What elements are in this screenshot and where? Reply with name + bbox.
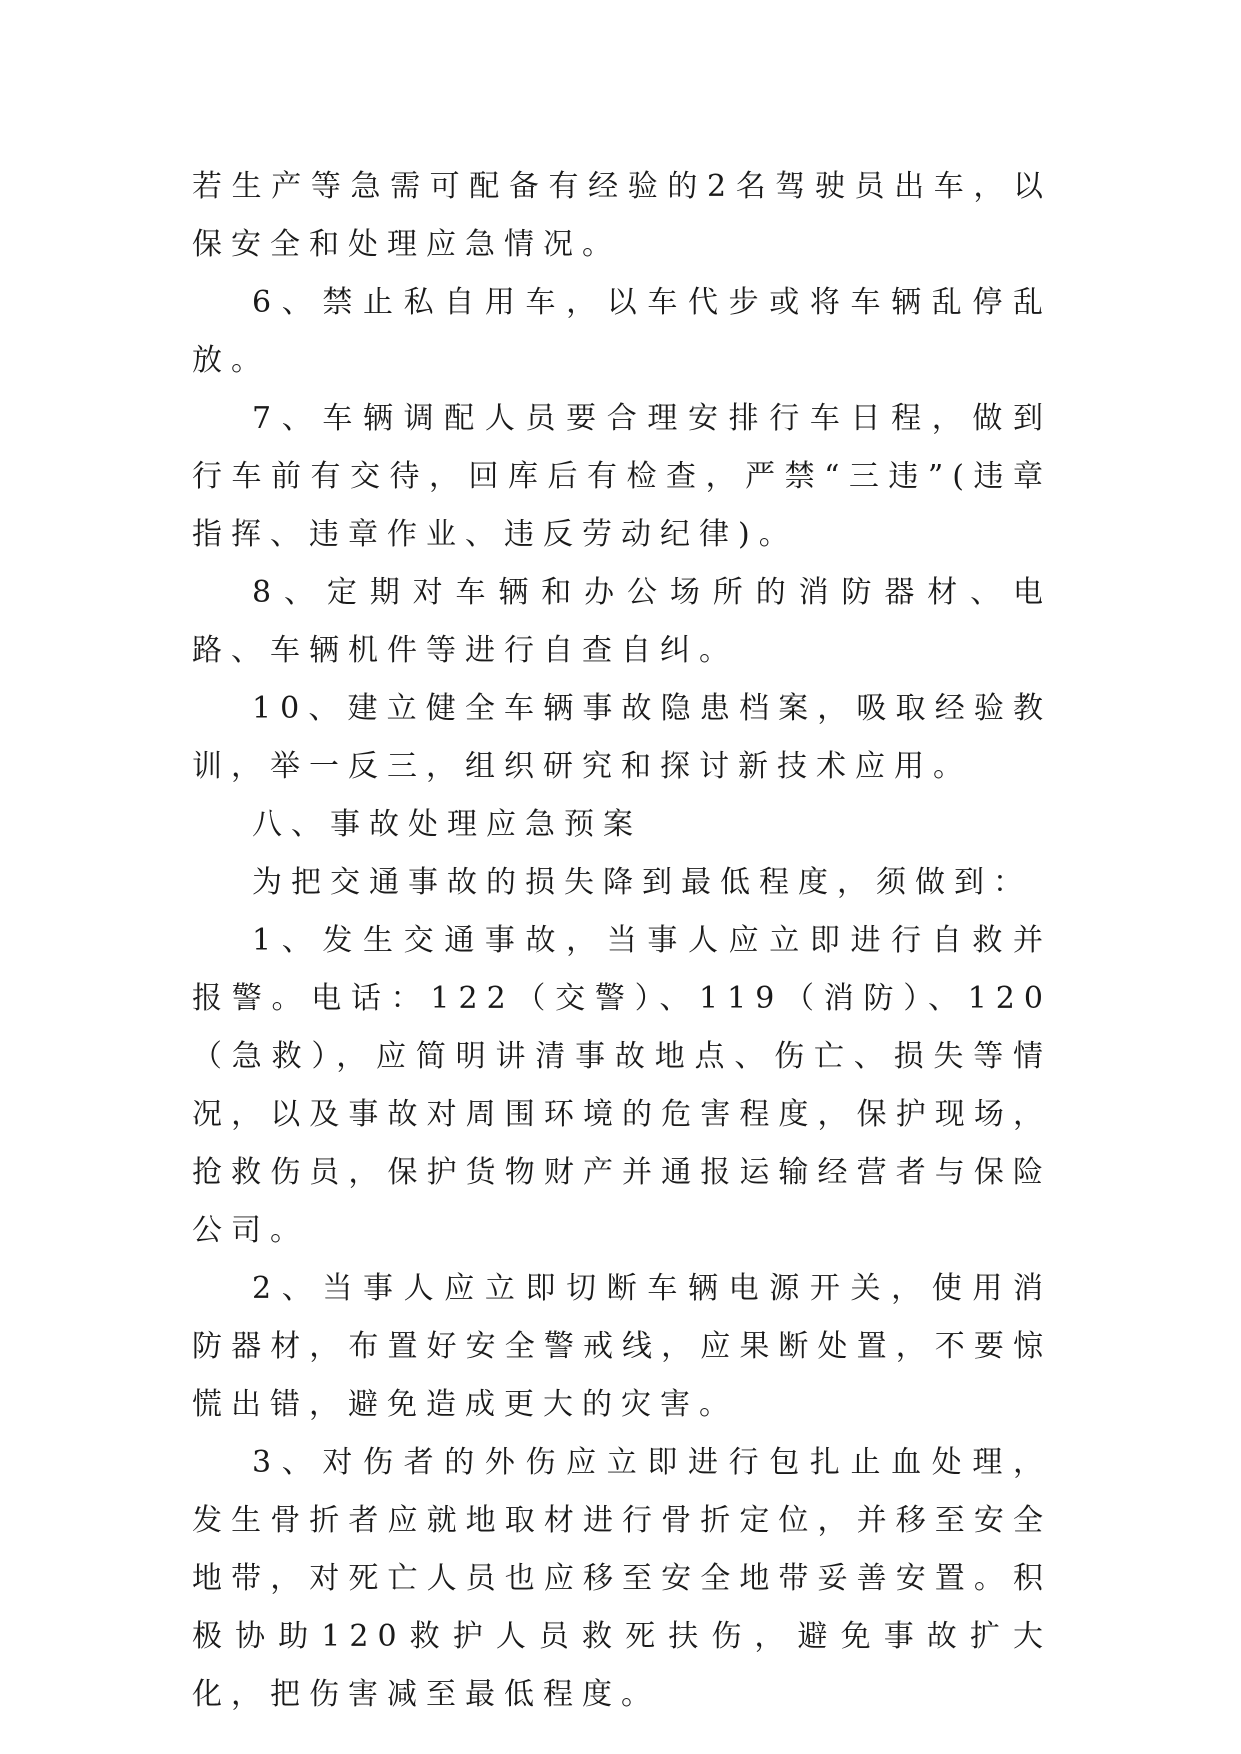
paragraph-item-6: 6、禁止私自用车，以车代步或将车辆乱停乱放。 (192, 285, 1052, 378)
paragraph-item-8: 8、定期对车辆和办公场所的消防器材、电路、车辆机件等进行自查自纠。 (192, 575, 1052, 668)
paragraph-step-3: 3、对伤者的外伤应立即进行包扎止血处理，发生骨折者应就地取材进行骨折定位，并移至安全地带，对死亡人员也应移至安全地带妥善安置。积极协助120救护人员救死扶伤，避免事故扩大化，把伤害减至最低程度。 (192, 1445, 1052, 1712)
paragraph-continuation: 若生产等急需可配备有经验的2名驾驶员出车，以保安全和处理应急情况。 (192, 169, 1052, 262)
document-body (192, 158, 1052, 1724)
section-heading: 八、事故处理应急预案 (252, 807, 642, 842)
paragraph-step-1: 1、发生交通事故，当事人应立即进行自救并报警。电话：122（交警）、119（消防）、120（急救），应简明讲清事故地点、伤亡、损失等情况，以及事故对周围环境的危害程度，保护现场，抢救伤员，保护货物财产并通报运输经营者与保险公司。 (192, 923, 1052, 1248)
paragraph-step-2: 2、当事人应立即切断车辆电源开关，使用消防器材，布置好安全警戒线，应果断处置，不要惊慌出错，避免造成更大的灾害。 (192, 1271, 1052, 1422)
paragraph-intro: 为把交通事故的损失降到最低程度，须做到： (252, 865, 1032, 900)
paragraph-item-10: 10、建立健全车辆事故隐患档案，吸取经验教训，举一反三，组织研究和探讨新技术应用。 (192, 691, 1052, 784)
paragraph-item-7: 7、车辆调配人员要合理安排行车日程，做到行车前有交待，回库后有检查，严禁“三违”(违章指挥、违章作业、违反劳动纪律)。 (192, 401, 1052, 552)
